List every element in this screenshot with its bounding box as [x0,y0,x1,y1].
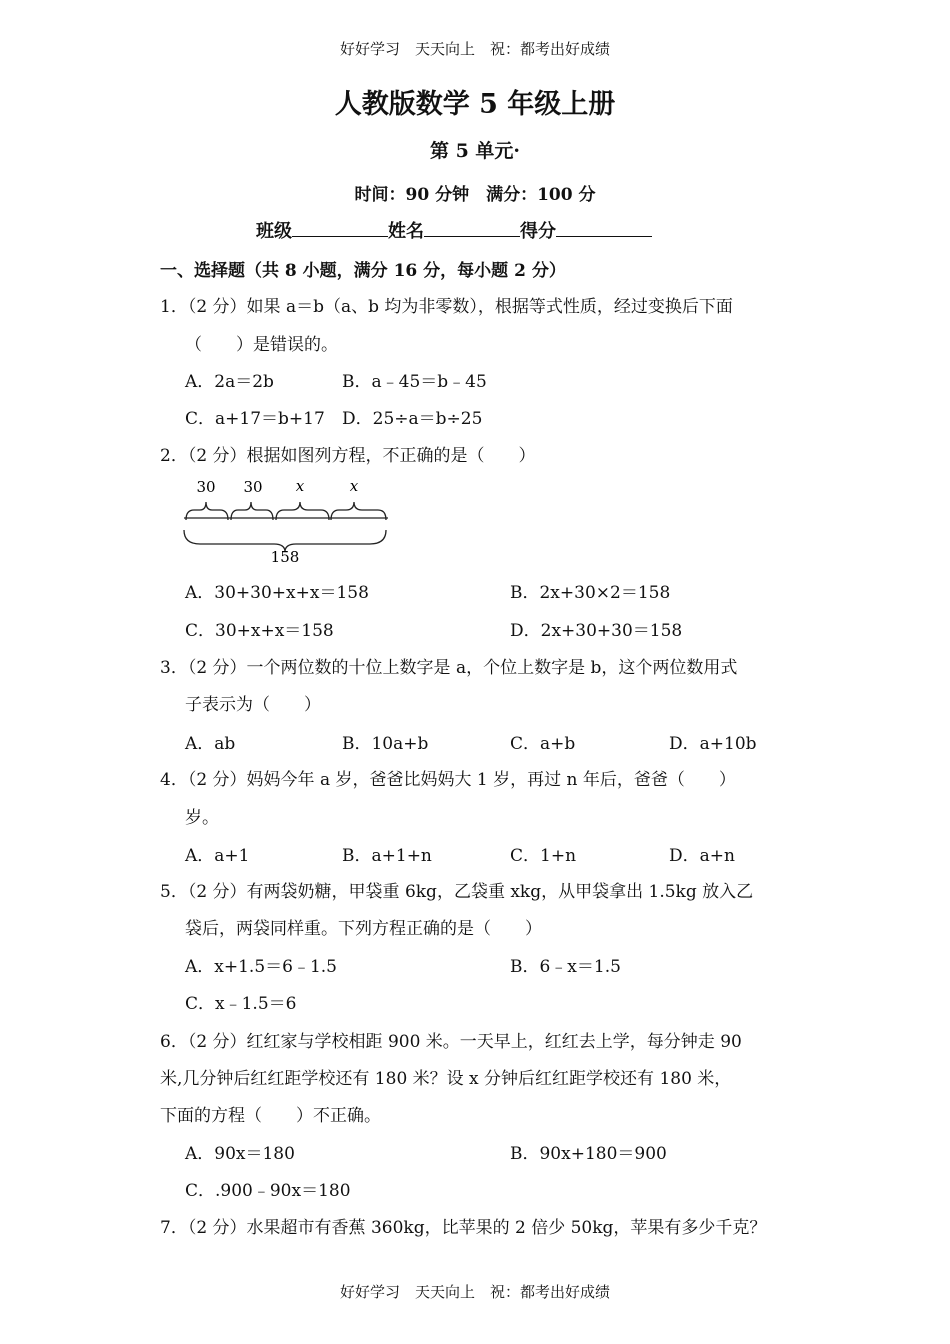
figure-label-x2: x [349,477,359,495]
question-6-line-2: 米,几分钟后红红距学校还有 180 米？设 x 分钟后红红距学校还有 180 米， [160,1069,732,1089]
section-heading: 一、选择题（共 8 小题，满分 16 分，每小题 2 分） [160,261,566,281]
question-2-option-d[interactable]: D．2x+30+30＝158 [510,621,683,641]
question-2-option-c[interactable]: C．30+x+x＝158 [185,621,334,641]
question-2-line-1: 2．（2 分）根据如图列方程，不正确的是（ ） [160,446,536,466]
question-5-option-a[interactable]: A．x+1.5＝6﹣1.5 [185,957,337,977]
question-1-option-a[interactable]: A．2a＝2b [185,372,274,392]
question-5-option-c[interactable]: C．x﹣1.5＝6 [185,994,297,1014]
figure-brace-3 [276,502,329,520]
figure-brace-4 [331,502,386,520]
question-3-option-c[interactable]: C．a+b [510,734,576,754]
question-5-line-1: 5．（2 分）有两袋奶糖，甲袋重 6kg，乙袋重 xkg，从甲袋拿出 1.5kg 放入乙 [160,882,754,902]
name-blank[interactable] [424,218,520,237]
figure-brace-1 [186,502,228,520]
question-4-line-2: 岁。 [185,808,219,828]
question-5-option-b[interactable]: B．6﹣x＝1.5 [510,957,621,977]
question-4-option-b[interactable]: B．a+1+n [342,846,432,866]
page-footer: 好好学习 天天向上 祝：都考出好成绩 [339,1283,610,1301]
figure-label-30a: 30 [196,478,216,496]
question-2-option-b[interactable]: B．2x+30×2＝158 [510,583,671,603]
question-3-line-2: 子表示为（ ） [185,695,321,715]
figure-total-label: 158 [270,548,300,566]
question-3-option-d[interactable]: D．a+10b [669,734,757,754]
page-header: 好好学习 天天向上 祝：都考出好成绩 [339,40,610,58]
question-1-option-d[interactable]: D．25÷a＝b÷25 [342,409,483,429]
unit-title: 第 5 单元· [429,140,521,162]
question-4-line-1: 4．（2 分）妈妈今年 a 岁，爸爸比妈妈大 1 岁，再过 n 年后，爸爸（ ） [160,770,736,790]
question-7-line-1: 7．（2 分）水果超市有香蕉 360kg，比苹果的 2 倍少 50kg，苹果有多少千克？ [160,1218,767,1238]
time-info: 时间：90 分钟 满分：100 分 [354,185,596,205]
question-6-line-3: 下面的方程（ ）不正确。 [160,1106,381,1126]
figure-label-30b: 30 [243,478,263,496]
score-label: 得分 [520,221,556,242]
question-1-line-2: （ ）是错误的。 [185,335,338,355]
figure-label-x1: x [295,477,305,495]
class-blank[interactable] [292,218,388,237]
question-2-figure [178,474,394,566]
question-1-line-1: 1．（2 分）如果 a＝b（a、b 均为非零数），根据等式性质，经过变换后下面 [160,297,733,317]
question-6-option-a[interactable]: A．90x＝180 [185,1144,295,1164]
name-label: 姓名 [388,221,424,242]
class-label: 班级 [256,221,292,242]
question-1-option-c[interactable]: C．a+17＝b+17 [185,409,325,429]
question-4-option-a[interactable]: A．a+1 [185,846,250,866]
question-4-option-c[interactable]: C．1+n [510,846,577,866]
question-2-option-a[interactable]: A．30+30+x+x＝158 [185,583,369,603]
question-6-option-c[interactable]: C．.900﹣90x＝180 [185,1181,351,1201]
question-3-option-a[interactable]: A．ab [185,734,236,754]
question-1-option-b[interactable]: B．a﹣45＝b﹣45 [342,372,487,392]
question-3-option-b[interactable]: B．10a+b [342,734,429,754]
page-title: 人教版数学 5 年级上册 [334,89,616,120]
score-blank[interactable] [556,218,652,237]
question-5-line-2: 袋后，两袋同样重。下列方程正确的是（ ） [185,919,542,939]
figure-brace-2 [231,502,273,520]
question-6-option-b[interactable]: B．90x+180＝900 [510,1144,667,1164]
question-3-line-1: 3．（2 分）一个两位数的十位上数字是 a，个位上数字是 b，这个两位数用式 [160,658,738,678]
question-4-option-d[interactable]: D．a+n [669,846,735,866]
question-6-line-1: 6．（2 分）红红家与学校相距 900 米。一天早上，红红去上学，每分钟走 90 [160,1032,742,1052]
student-info-line [256,217,652,243]
